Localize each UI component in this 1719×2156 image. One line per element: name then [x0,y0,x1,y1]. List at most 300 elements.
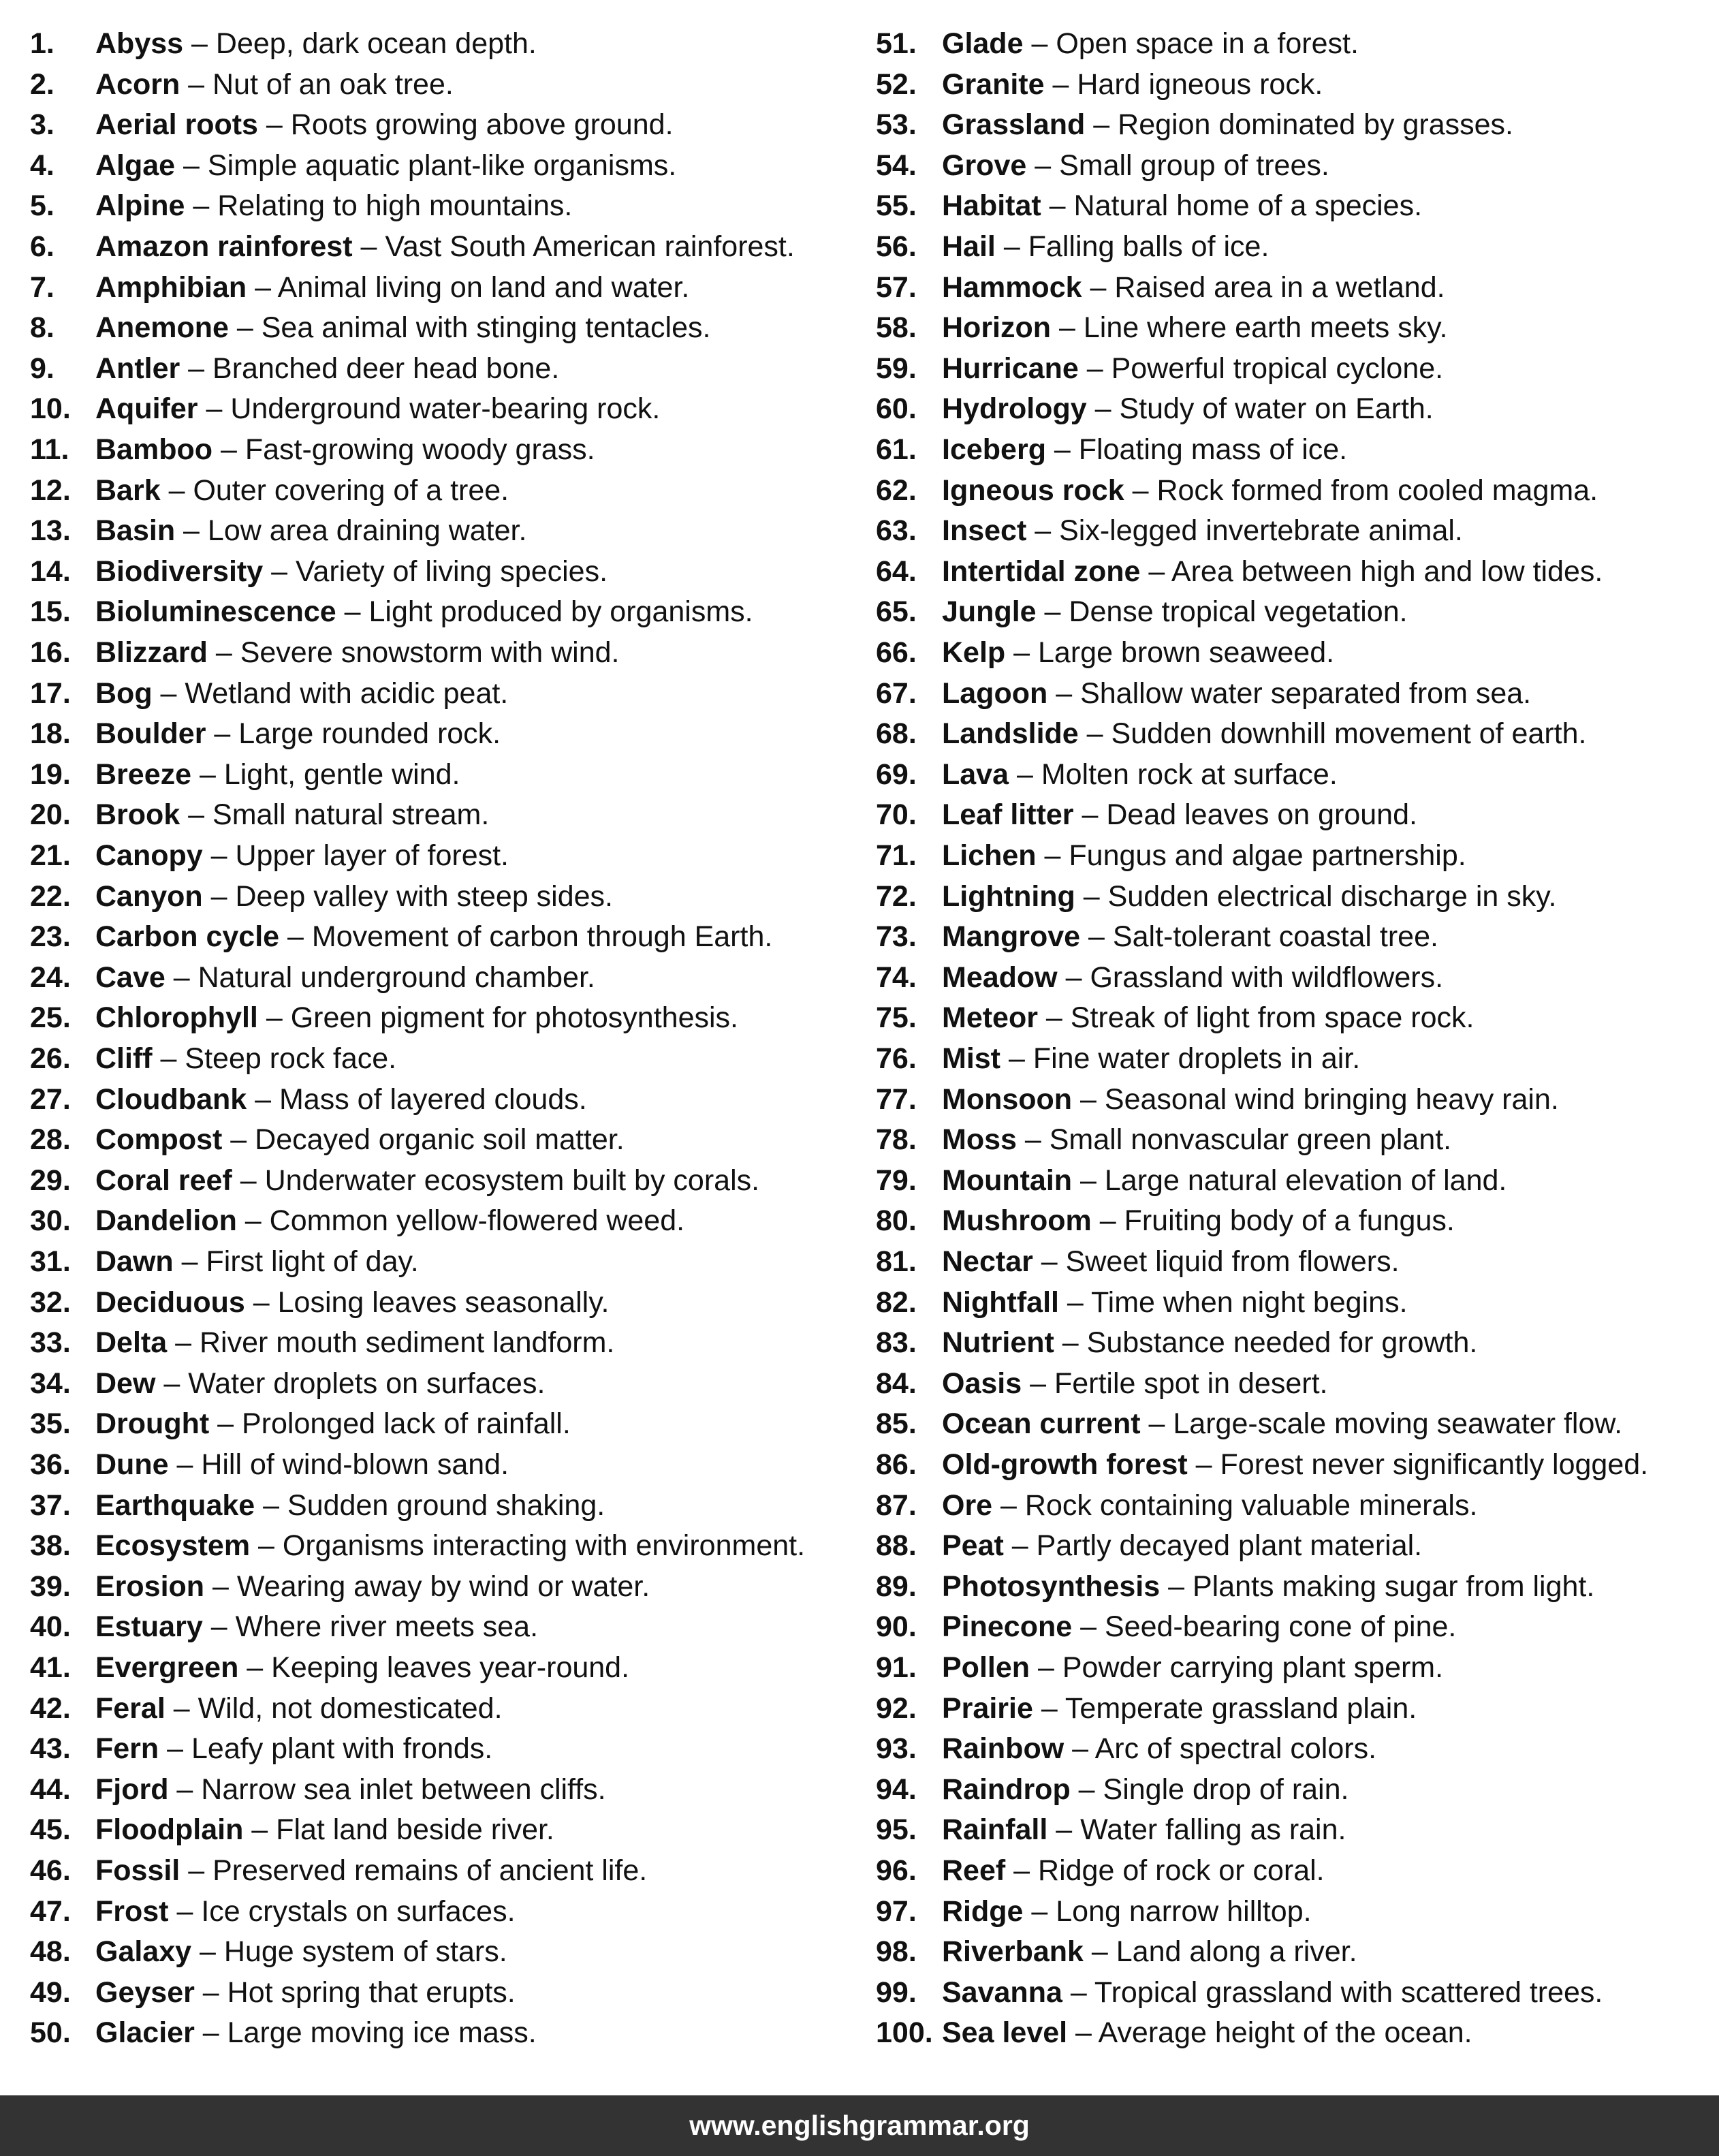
item-number: 89. [876,1569,917,1603]
item-definition: Mass of layered clouds. [279,1082,587,1116]
item-text [95,388,660,429]
item-term: Horizon [942,311,1052,345]
item-text [942,1485,1477,1526]
item-dash-separator: – [194,1975,227,2009]
item-definition: Floating mass of ice. [1078,433,1348,466]
item-term: Cave [95,960,165,994]
item-number: 82. [876,1285,917,1319]
item-term: Antler [95,351,180,385]
item-term: Lightning [942,879,1075,913]
item-dash-separator: – [185,189,218,223]
item-number: 62. [876,473,917,507]
item-text [95,1444,509,1485]
item-number: 53. [876,108,917,142]
item-text [942,1566,1594,1607]
item-definition: Hot spring that erupts. [227,1975,516,2009]
item-text [942,1241,1400,1282]
item-term: Basin [95,514,176,548]
item-definition: Large moving ice mass. [227,2016,537,2050]
item-number: 60. [876,392,917,426]
item-definition: Seasonal wind bringing heavy rain. [1104,1082,1559,1116]
item-term: Old-growth forest [942,1448,1188,1481]
item-text [95,754,460,795]
item-dash-separator: – [238,1651,272,1684]
item-number: 61. [876,433,917,466]
item-dash-separator: – [202,839,236,872]
item-definition: Raised area in a wetland. [1114,270,1445,304]
item-dash-separator: – [1030,1651,1062,1684]
item-dash-separator: – [1160,1569,1193,1603]
item-number: 57. [876,270,917,304]
item-number: 90. [876,1610,917,1644]
item-number: 54. [876,149,917,182]
item-number: 7. [30,270,54,304]
item-text [942,470,1598,511]
item-term: Dandelion [95,1204,237,1238]
item-number: 36. [30,1448,71,1481]
item-definition: Area between high and low tides. [1171,554,1603,588]
item-dash-separator: – [212,433,245,466]
item-dash-separator: – [1064,1732,1095,1766]
item-text [95,2012,537,2053]
item-text [942,1769,1349,1810]
item-text [942,226,1269,267]
item-term: Intertidal zone [942,554,1141,588]
item-number: 48. [30,1935,71,1969]
item-text [95,1728,492,1769]
item-term: Boulder [95,717,206,751]
item-definition: Ice crystals on surfaces. [201,1894,516,1928]
item-number: 67. [876,676,917,710]
item-number: 5. [30,189,54,223]
item-term: Brook [95,798,180,832]
item-number: 80. [876,1204,917,1238]
item-definition: Sea animal with stinging tentacles. [261,311,711,345]
item-term: Prairie [942,1691,1033,1725]
item-text [942,267,1445,308]
item-term: Cliff [95,1042,153,1075]
item-number: 76. [876,1042,917,1075]
item-text [95,1282,609,1323]
item-definition: Relating to high mountains. [217,189,573,223]
item-dash-separator: – [168,1448,202,1481]
item-dash-separator: – [167,1326,200,1360]
item-text [942,1444,1648,1485]
item-text [942,1200,1455,1241]
item-number: 43. [30,1732,71,1766]
item-text [95,307,710,348]
footer-banner [0,2095,1719,2156]
item-dash-separator: – [1036,839,1069,872]
item-term: Fjord [95,1772,169,1806]
item-term: Canopy [95,839,203,872]
item-term: Frost [95,1894,169,1928]
item-term: Glade [942,27,1024,60]
item-dash-separator: – [247,1082,279,1116]
item-term: Fern [95,1732,159,1766]
item-dash-separator: – [1057,960,1090,994]
item-number: 72. [876,879,917,913]
item-term: Hammock [942,270,1082,304]
item-term: Nectar [942,1245,1033,1278]
item-definition: Fungus and algae partnership. [1069,839,1466,872]
item-number: 66. [876,636,917,669]
item-definition: Movement of carbon through Earth. [311,920,773,954]
item-dash-separator: – [1078,351,1111,385]
item-dash-separator: – [247,270,278,304]
item-dash-separator: – [152,676,185,710]
item-definition: River mouth sediment landform. [199,1326,615,1360]
item-text [942,2012,1472,2053]
item-definition: Seed-bearing cone of pine. [1104,1610,1457,1644]
item-definition: Open space in a forest. [1056,27,1359,60]
item-number: 49. [30,1975,71,2009]
item-dash-separator: – [1083,1935,1116,1969]
item-definition: Arc of spectral colors. [1094,1732,1377,1766]
item-text [95,1525,805,1566]
item-definition: Decayed organic soil matter. [255,1123,625,1157]
item-number: 46. [30,1854,71,1887]
item-dash-separator: – [209,1407,242,1441]
item-number: 35. [30,1407,71,1441]
item-definition: Grassland with wildflowers. [1090,960,1444,994]
item-definition: Sudden downhill movement of earth. [1111,717,1587,751]
item-term: Grassland [942,108,1086,142]
item-number: 59. [876,351,917,385]
item-number: 63. [876,514,917,548]
item-dash-separator: – [1051,311,1084,345]
item-number: 52. [876,67,917,101]
item-definition: Light, gentle wind. [223,757,460,791]
item-definition: Hill of wind-blown sand. [201,1448,509,1481]
item-dash-separator: – [1078,717,1111,751]
footer-website-url: www.englishgrammar.org [689,2110,1030,2141]
item-definition: Dead leaves on ground. [1106,798,1417,832]
item-definition: Wearing away by wind or water. [236,1569,650,1603]
item-definition: Powder carrying plant sperm. [1062,1651,1444,1684]
item-text [95,673,508,714]
item-term: Sea level [942,2016,1068,2050]
item-number: 58. [876,311,917,345]
item-dash-separator: – [232,1163,265,1197]
item-dash-separator: – [1072,1163,1105,1197]
item-text [95,185,572,226]
item-dash-separator: – [257,108,291,142]
item-text [942,1688,1417,1729]
item-definition: Fast-growing woody grass. [245,433,595,466]
item-number: 41. [30,1651,71,1684]
item-dash-separator: – [1003,1529,1037,1563]
item-definition: Small nonvascular green plant. [1049,1123,1452,1157]
item-text [942,794,1417,835]
item-term: Ocean current [942,1407,1141,1441]
item-term: Hail [942,230,996,263]
item-definition: Time when night begins. [1091,1285,1408,1319]
item-term: Bioluminescence [95,595,336,629]
item-dash-separator: – [152,1042,185,1075]
item-dash-separator: – [202,879,236,913]
item-term: Rainfall [942,1813,1048,1847]
item-text [942,1606,1456,1647]
item-dash-separator: – [1062,1975,1094,2009]
item-number: 25. [30,1001,71,1035]
item-definition: Line where earth meets sky. [1083,311,1448,345]
item-dash-separator: – [243,1813,277,1847]
item-definition: Region dominated by grasses. [1118,108,1513,142]
item-number: 55. [876,189,917,223]
item-number: 27. [30,1082,71,1116]
item-text [942,1282,1408,1323]
item-definition: Streak of light from space rock. [1070,1001,1474,1035]
item-number: 17. [30,676,71,710]
item-term: Grove [942,149,1027,182]
item-number: 22. [30,879,71,913]
item-text [95,1972,516,2013]
item-definition: Nut of an oak tree. [212,67,454,101]
item-term: Bog [95,676,153,710]
item-definition: Branched deer head bone. [212,351,560,385]
item-term: Amazon rainforest [95,230,353,263]
item-term: Hurricane [942,351,1079,385]
item-text [95,1322,614,1363]
item-definition: Temperate grassland plain. [1064,1691,1417,1725]
item-definition: Molten rock at surface. [1041,757,1338,791]
item-number: 3. [30,108,54,142]
item-term: Glacier [95,2016,195,2050]
item-definition: Huge system of stars. [223,1935,507,1969]
item-dash-separator: – [1058,1285,1092,1319]
item-number: 85. [876,1407,917,1441]
item-definition: Plants making sugar from light. [1192,1569,1595,1603]
item-text [95,104,674,145]
item-number: 32. [30,1285,71,1319]
item-term: Bamboo [95,433,212,466]
item-definition: Tropical grassland with scattered trees. [1094,1975,1603,2009]
item-text [95,429,595,470]
item-definition: Natural underground chamber. [198,960,595,994]
item-text [95,1038,396,1079]
item-term: Anemone [95,311,229,345]
item-number: 2. [30,67,54,101]
item-term: Meadow [942,960,1058,994]
item-text [942,1322,1477,1363]
item-term: Reef [942,1854,1006,1887]
item-definition: Dense tropical vegetation. [1069,595,1408,629]
item-number: 98. [876,1935,917,1969]
item-dash-separator: – [352,230,385,263]
item-dash-separator: – [1000,1042,1033,1075]
item-number: 9. [30,351,54,385]
item-dash-separator: – [1047,676,1081,710]
item-dash-separator: – [336,595,369,629]
item-term: Habitat [942,189,1041,223]
item-definition: Vast South American rainforest. [385,230,795,263]
item-text [942,835,1466,876]
item-definition: Underwater ecosystem built by corals. [264,1163,760,1197]
item-term: Pinecone [942,1610,1073,1644]
item-definition: Low area draining water. [207,514,527,548]
item-number: 79. [876,1163,917,1197]
item-number: 93. [876,1732,917,1766]
item-dash-separator: – [1047,1813,1081,1847]
item-term: Lagoon [942,676,1048,710]
item-dash-separator: – [1073,798,1107,832]
item-dash-separator: – [204,1569,237,1603]
item-term: Dawn [95,1245,174,1278]
item-definition: Water falling as rain. [1080,1813,1346,1847]
item-definition: Fruiting body of a fungus. [1124,1204,1455,1238]
item-text [942,1728,1376,1769]
item-text [95,1606,538,1647]
item-dash-separator: – [159,1732,191,1766]
item-term: Blizzard [95,636,208,669]
item-definition: Water droplets on surfaces. [188,1366,546,1400]
item-dash-separator: – [1005,636,1038,669]
item-definition: Fine water droplets in air. [1032,1042,1361,1075]
item-number: 75. [876,1001,917,1035]
item-term: Hydrology [942,392,1087,426]
item-term: Coral reef [95,1163,232,1197]
item-term: Mangrove [942,920,1081,954]
item-term: Mist [942,1042,1000,1075]
item-text [95,1485,605,1526]
item-definition: Severe snowstorm with wind. [240,636,620,669]
item-number: 71. [876,839,917,872]
item-text [95,64,454,105]
item-text [95,713,501,754]
item-definition: Land along a river. [1116,1935,1357,1969]
item-term: Mushroom [942,1204,1092,1238]
item-term: Igneous rock [942,473,1124,507]
item-text [942,551,1603,592]
item-number: 20. [30,798,71,832]
item-number: 100. [876,2016,933,2050]
item-dash-separator: – [183,27,216,60]
item-definition: Shallow water separated from sea. [1080,676,1532,710]
item-definition: Long narrow hilltop. [1056,1894,1312,1928]
item-term: Feral [95,1691,165,1725]
item-dash-separator: – [165,1691,198,1725]
item-number: 19. [30,757,71,791]
item-number: 33. [30,1326,71,1360]
item-text [942,510,1463,551]
item-dash-separator: – [250,1529,283,1563]
item-number: 23. [30,920,71,954]
item-definition: Forest never significantly logged. [1220,1448,1649,1481]
item-text [942,673,1531,714]
item-dash-separator: – [279,920,312,954]
item-term: Evergreen [95,1651,239,1684]
item-definition: Prolonged lack of rainfall. [241,1407,571,1441]
item-dash-separator: – [1044,67,1077,101]
item-number: 69. [876,757,917,791]
item-number: 73. [876,920,917,954]
item-definition: Single drop of rain. [1103,1772,1349,1806]
item-term: Breeze [95,757,192,791]
item-definition: Falling balls of ice. [1028,230,1269,263]
item-text [942,388,1434,429]
item-term: Leaf litter [942,798,1074,832]
item-term: Lichen [942,839,1037,872]
item-dash-separator: – [1005,1854,1039,1887]
item-text [95,551,608,592]
item-dash-separator: – [1070,1772,1103,1806]
item-definition: Green pigment for photosynthesis. [290,1001,738,1035]
item-text [95,591,753,632]
item-number: 56. [876,230,917,263]
item-text [95,916,772,957]
item-dash-separator: – [1054,1326,1087,1360]
item-dash-separator: – [160,473,193,507]
item-dash-separator: – [207,636,240,669]
item-dash-separator: – [995,230,1028,263]
item-number: 81. [876,1245,917,1278]
item-number: 13. [30,514,71,548]
item-text [942,104,1513,145]
item-dash-separator: – [255,1488,288,1522]
item-dash-separator: – [206,717,239,751]
item-number: 91. [876,1651,917,1684]
item-text [942,1647,1443,1688]
item-term: Peat [942,1529,1004,1563]
item-dash-separator: – [191,757,224,791]
item-text [95,794,489,835]
item-number: 39. [30,1569,71,1603]
item-number: 47. [30,1894,71,1928]
item-text [942,23,1359,64]
item-text [95,145,676,186]
item-text [95,1688,503,1729]
item-number: 14. [30,554,71,588]
item-text [95,997,738,1038]
item-definition: Six-legged invertebrate animal. [1059,514,1463,548]
item-number: 86. [876,1448,917,1481]
item-definition: Small natural stream. [212,798,490,832]
item-dash-separator: – [992,1488,1025,1522]
item-definition: Light produced by organisms. [368,595,753,629]
item-text [95,470,509,511]
item-term: Granite [942,67,1045,101]
item-dash-separator: – [1082,270,1115,304]
item-term: Monsoon [942,1082,1073,1116]
item-dash-separator: – [155,1366,189,1400]
item-definition: Large brown seaweed. [1038,636,1335,669]
item-number: 11. [30,433,69,466]
item-dash-separator: – [1140,554,1171,588]
item-number: 87. [876,1488,917,1522]
item-number: 88. [876,1529,917,1563]
item-number: 8. [30,311,54,345]
item-term: Canyon [95,879,203,913]
item-definition: Rock containing valuable minerals. [1024,1488,1478,1522]
item-dash-separator: – [1124,473,1157,507]
item-text [942,1931,1357,1972]
item-number: 84. [876,1366,917,1400]
item-text [95,1809,554,1850]
item-dash-separator: – [1022,1366,1054,1400]
item-term: Algae [95,149,176,182]
item-text [95,835,509,876]
item-dash-separator: – [180,1854,213,1887]
item-text [942,1038,1360,1079]
item-definition: Losing leaves seasonally. [277,1285,610,1319]
item-text [95,1850,647,1891]
item-dash-separator: – [1045,433,1079,466]
item-dash-separator: – [1037,1001,1071,1035]
item-text [95,1891,516,1932]
item-dash-separator: – [175,514,208,548]
item-text [95,267,689,308]
